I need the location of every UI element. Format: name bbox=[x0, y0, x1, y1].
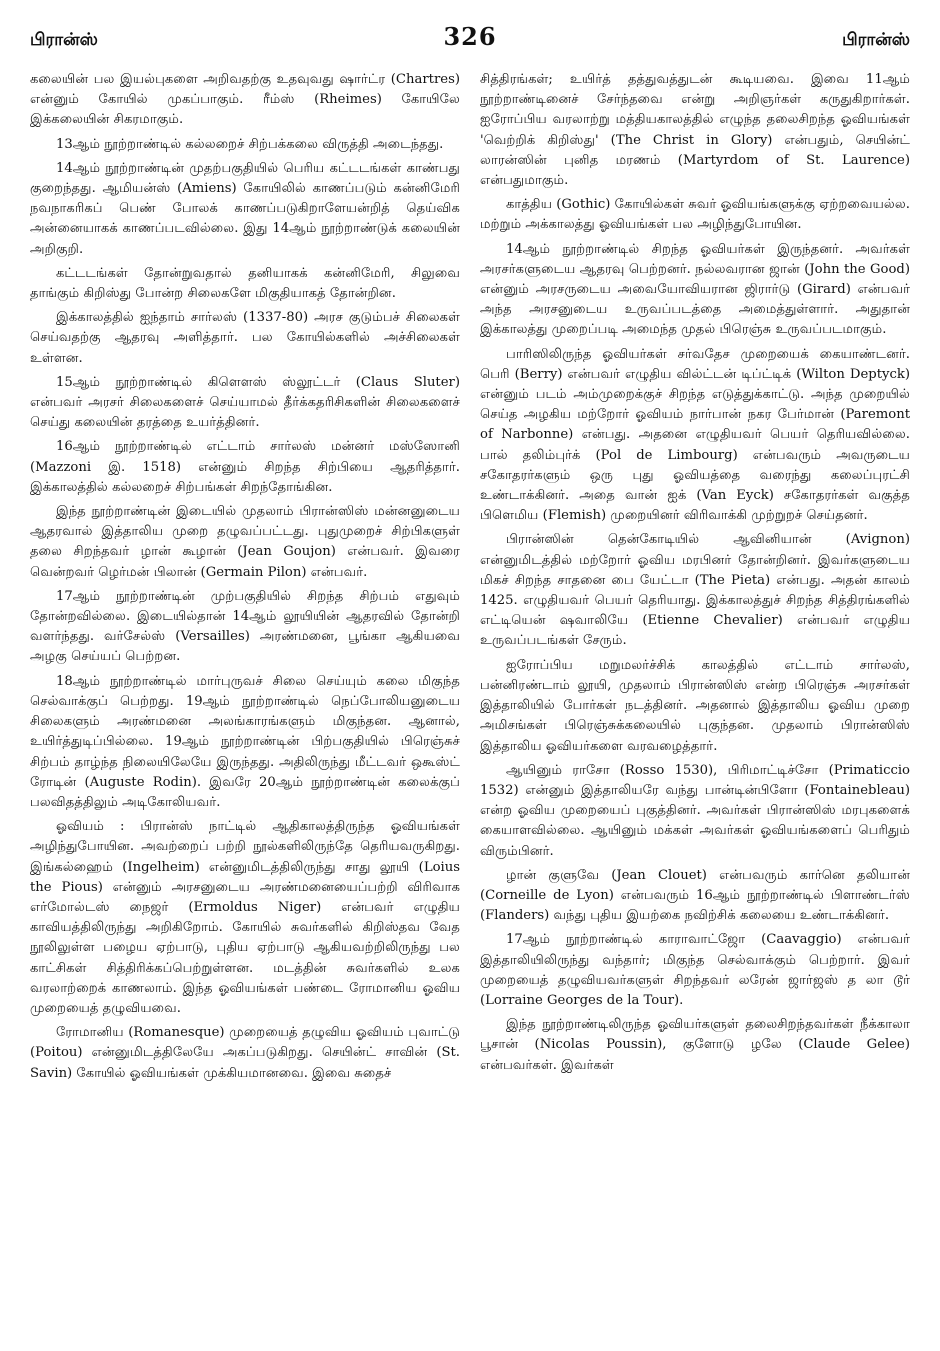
paragraph: ழான் குளுவே (Jean Clouet) என்பவரும் கார்னெ தலியான் (Corneille de Lyon) என்பவரும் 16ஆம் நூற்றாண்டில் பிளாண்டர்ஸ் (Flanders) வந்து புதிய இயற்கை நவிற்சிக் கலையை உண்டாக்கினர். bbox=[480, 867, 910, 924]
paragraph: கட்டடங்கள் தோன்றுவதால் தனியாகக் கன்னிமேரி, சிலுவை தாங்கும் கிறிஸ்து போன்ற சிலைகளே மிகுதியாகத் தோன்றின. bbox=[30, 265, 460, 302]
paragraph: 18ஆம் நூற்றாண்டில் மார்புருவச் சிலை செய்யும் கலை மிகுந்த செல்வாக்குப் பெற்றது. 19ஆம் நூற்றாண்டில் நெப்போலியனுடைய சிலைகளும் அரண்மனை அலங்காரங்களும் மிகுந்தன. ஆனால், உயிர்த்துடிப்பில்லை. 19ஆம் நூற்றாண்டின் பிற்பகுதியில் பிரெஞ்சுச் சிற்பம் தாழ்ந்த நிலையிலேயே இருந்தது. அதிலிருந்து மீட்டவர் ஒகூஸ்ட் ரோடின் (Auguste Rodin). இவரே 20ஆம் நூற்றாண்டின் கலைக்குப் பலவிதத்திலும் அடிகோலியவர். bbox=[30, 673, 460, 810]
paragraph: இந்த நூற்றாண்டின் இடையில் முதலாம் பிரான்ஸிஸ் மன்னனுடைய ஆதரவால் இத்தாலிய முறை தழுவப்பட்டது. புதுமுறைச் சிற்பிகளுள் தலை சிறந்தவர் ழான் கூழான் (Jean Goujon) என்பவர். இவரை வென்றவர் ழெர்மன் பிலான் (Germain Pilon) என்பவர். bbox=[30, 504, 460, 580]
paragraph: ரோமானிய (Romanesque) முறையைத் தழுவிய ஓவியம் புவாட்டு (Poitou) என்னுமிடத்திலேயே அகப்படுகிறது. செயின்ட் சாவின் (St. Savin) கோயில் ஓவியங்கள் முக்கியமானவை. இவை சுதைச் bbox=[30, 1025, 460, 1081]
paragraph: இந்த நூற்றாண்டிலிருந்த ஓவியர்களுள் தலைசிறந்தவர்கள் நீக்காலா பூசான் (Nicolas Poussin), குளோடு ழலே (Claude Gelee) என்பவர்கள். இவர்கள் bbox=[480, 1017, 910, 1073]
right-column bbox=[480, 70, 910, 1088]
paragraph: 15ஆம் நூற்றாண்டில் கிளௌஸ் ஸ்லூட்டர் (Claus Sluter) என்பவர் அரசர் சிலைகளைச் செய்யாமல் தீர்க்கதரிசிகளின் சிலைகளைச் செய்து கலையின் தரத்தை உயர்த்தினர். bbox=[30, 374, 460, 431]
paragraph: 17ஆம் நூற்றாண்டின் முற்பகுதியில் சிறந்த சிற்பம் எதுவும் தோன்றவில்லை. இடையில்தான் 14ஆம் லூயியின் ஆதரவில் தோன்றி வளர்ந்தது. வர்சேல்ஸ் (Versailles) அரண்மனை, பூங்கா ஆகியவை அழகு செய்யப் பெற்றன. bbox=[30, 588, 460, 665]
paragraph: இக்காலத்தில் ஐந்தாம் சார்லஸ் (1337-80) அரச குடும்பச் சிலைகள் செய்வதற்கு ஆதரவு அளித்தார். பல கோயில்களில் அச்சிலைகள் உள்ளன. bbox=[30, 310, 460, 366]
paragraph: பாரிஸிலிருந்த ஓவியர்கள் சர்வதேச முறையைக் கையாண்டனர். பெரி (Berry) என்பவர் எழுதிய வில்ட்டன் டிப்ட்டிக் (Wilton Deptyck) என்னும் படம் அம்முறைக்குச் சிறந்த எடுத்துக்காட்டு. அந்த முறையில் செய்த அழகிய மற்றோர் ஓவியம் நார்பான் நகர பேர்மான் (Paremont of Narbonne) என்பது. அதனை எழுதியவர் பெயர் தெரியவில்லை. பால் தலிம்புர்க் (Pol de Limbourg) என்பவரும் அவருடைய சகோதரர்களும் ஒரு புது ஓவியத்தை வரைந்து கலைப்புரட்சி உண்டாக்கினர். அதை வான் ஐக் (Van Eyck) சகோதரர்கள் வகுத்த பிளெமிய (Flemish) முறையினர் விரிவாக்கி முற்றுறச் செய்தனர். bbox=[480, 346, 910, 524]
paragraph: ஓவியம் : பிரான்ஸ் நாட்டில் ஆதிகாலத்திருந்த ஓவியங்கள் அழிந்துபோயின. அவற்றைப் பற்றி நூல்களிலிருந்தே தெரியவருகிறது. இங்கல்ஹைம் (Ingelheim) என்னுமிடத்திலிருந்து சாது லூயி (Loius the Pious) என்னும் அரசனுடைய அரண்மனையைப்பற்றி விரிவாக எர்மோல்டஸ் நைஜர் (Ermoldus Niger) என்பவர் எழுதிய காவியத்திலிருந்து அறிகிறோம். கோயில் சுவர்களில் கிறிஸ்தவ வேத நூலிலுள்ள பழைய ஏற்பாடு, புதிய ஏற்பாடு ஆகியவற்றிலிருந்து பல காட்சிகள் சித்திரிக்கப்பெற்றுள்ளன. மடத்தின் சுவர்களில் உலக வரலாற்றைக் காணலாம். இந்த ஓவியங்கள் பண்டை ரோமானிய ஓவிய முறையைத் தழுவியவை. bbox=[30, 819, 460, 1016]
two-column-body bbox=[30, 70, 910, 1088]
paragraph: 13ஆம் நூற்றாண்டில் கல்லறைச் சிற்பக்கலை விருத்தி அடைந்தது. bbox=[56, 136, 444, 152]
running-header bbox=[30, 22, 910, 70]
paragraph: கலையின் பல இயல்புகளை அறிவதற்கு உதவுவது ஷார்ட்ர (Chartres) என்னும் கோயில் முகப்பாகும். ரீம்ஸ் (Rheimes) கோயிலே இக்கலையின் சிகரமாகும். bbox=[30, 72, 460, 128]
paragraph: 16ஆம் நூற்றாண்டில் எட்டாம் சார்லஸ் மன்னர் மஸ்ஸோனி (Mazzoni இ. 1518) என்னும் சிறந்த சிற்பியை ஆதரித்தார். இக்காலத்தில் கல்லறைச் சிற்பங்கள் சிறந்தோங்கின. bbox=[30, 439, 460, 495]
header-right-title: பிரான்ஸ் bbox=[842, 30, 910, 50]
paragraph: 17ஆம் நூற்றாண்டில் காராவாட்ஜோ (Caavaggio) என்பவர் இத்தாலியிலிருந்து வந்தார்; மிகுந்த செல்வாக்கும் பெற்றார். இவர் முறையைத் தழுவியவர்களுள் சிறந்தவர் லரேன் ஜார்ஜஸ் த லா டூர் (Lorraine Georges de la Tour). bbox=[480, 932, 910, 1008]
paragraph: சித்திரங்கள்; உயிர்த் தத்துவத்துடன் கூடியவை. இவை 11ஆம் நூற்றாண்டினைச் சேர்ந்தவை என்று அறிஞர்கள் கருதுகிறார்கள். ஐரோப்பிய வரலாற்று மத்தியகாலத்தில் எழுந்த தலைசிறந்த ஓவியங்கள் 'வெற்றிக் கிறிஸ்து' (The Christ in Glory) என்பதும், செயின்ட் லாரன்ஸின் புனித மரணம் (Martyrdom of St. Laurence) என்பதுமாகும். bbox=[480, 72, 910, 189]
paragraph: ஆயினும் ராசோ (Rosso 1530), பிரிமாட்டிச்சோ (Primaticcio 1532) என்னும் இத்தாலியரே வந்து பான்டின்பிளோ (Fontainebleau) என்ற ஓவிய முறையைப் புகுத்தினர். அவர்கள் பிரான்ஸிஸ் மரபுகளைக் கையாளவில்லை. ஆயினும் மக்கள் அவர்கள் ஓவியங்களைப் பெரிதும் விரும்பினர். bbox=[480, 762, 910, 859]
paragraph: 14ஆம் நூற்றாண்டில் சிறந்த ஓவியர்கள் இருந்தனர். அவர்கள் அரசர்களுடைய ஆதரவு பெற்றனர். நல்லவரான ஜான் (John the Good) என்னும் அரசருடைய அவையோவியரான ஜிரார்டு (Girard) என்பவர் அந்த அரசனுடைய உருவப்படத்தை அமைத்துள்ளார். அதுதான் இக்காலத்து முறைப்படி அமைந்த முதல் பிரெஞ்சு உருவப்படமாகும். bbox=[480, 241, 910, 338]
paragraph: காத்திய (Gothic) கோயில்கள் சுவர் ஓவியங்களுக்கு ஏற்றவையல்ல. மற்றும் அக்காலத்து ஓவியங்கள் பல அழிந்துபோயின. bbox=[480, 197, 910, 233]
paragraph: 14ஆம் நூற்றாண்டின் முதற்பகுதியில் பெரிய கட்டடங்கள் காண்பது குறைந்தது. ஆமியன்ஸ் (Amiens) கோயிலில் காணப்படும் கன்னிமேரி நவநாகரிகப் பெண் போலக் காணப்படுகிறாளேயன்றித் தெய்விக அன்னையாகக் காணப்படவில்லை. இது 14ஆம் நூற்றாண்டுக் கலையின் அறிகுறி. bbox=[30, 160, 460, 257]
paragraph: ஐரோப்பிய மறுமலர்ச்சிக் காலத்தில் எட்டாம் சார்லஸ், பன்னிரண்டாம் லூயி, முதலாம் பிரான்ஸிஸ் என்ற பிரெஞ்சு அரசர்கள் இத்தாலியில் போர்கள் நடத்தினர். அதனால் இத்தாலிய ஓவிய முறை அமிசங்கள் பிரெஞ்சுக்கலையில் புகுந்தன. முதலாம் பிரான்ஸிஸ் இத்தாலிய ஓவியர்களை வரவழைத்தார். bbox=[480, 657, 910, 754]
left-column bbox=[30, 70, 460, 1088]
header-left-title: பிரான்ஸ் bbox=[30, 30, 98, 50]
paragraph: பிரான்ஸின் தென்கோடியில் ஆவினியான் (Avignon) என்னுமிடத்தில் மற்றோர் ஓவிய மரபினர் தோன்றினர். இவர்களுடைய மிகச் சிறந்த சாதனை பை யேட்டா (The Pieta) என்பது. அதன் காலம் 1425. எழுதியவர் பெயர் தெரியாது. இக்காலத்துச் சிறந்த சித்திரங்களில் எட்டியென் ஷவாலியே (Etienne Chevalier) என்பவர் எழுதிய உருவப்படங்கள் சேரும். bbox=[480, 532, 910, 649]
page-number: 326 bbox=[443, 22, 497, 51]
